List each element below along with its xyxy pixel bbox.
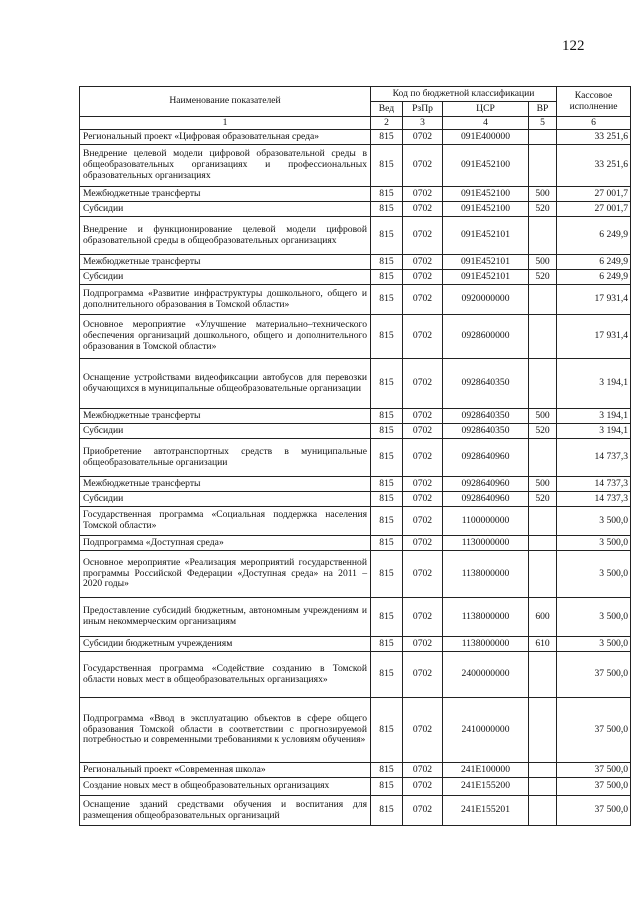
row-vr: 500 [529,409,557,424]
row-csr: 0920000000 [443,285,529,315]
row-amount: 14 737,3 [557,439,631,477]
row-ved: 815 [371,187,403,202]
row-ved: 815 [371,145,403,187]
table-row [80,551,631,598]
row-rzpr: 0702 [403,359,443,409]
row-csr: 1138000000 [443,598,529,637]
row-rzpr: 0702 [403,217,443,255]
header-amount: Кассовое исполнение [557,87,631,117]
row-vr: 500 [529,255,557,270]
row-name: Субсидии [80,270,371,285]
row-name: Внедрение и функционирование целевой модели цифровой образовательной среды в общеобразовательных организациях [80,217,371,255]
row-amount: 17 931,4 [557,285,631,315]
row-ved: 815 [371,439,403,477]
row-name: Государственная программа «Содействие созданию в Томской области новых мест в общеобразовательных организациях» [80,652,371,698]
row-rzpr: 0702 [403,439,443,477]
row-name: Подпрограмма «Доступная среда» [80,536,371,551]
row-rzpr: 0702 [403,637,443,652]
row-name: Оснащение устройствами видеофиксации автобусов для перевозки обучающихся в муниципальные общеобразовательные организации [80,359,371,409]
row-ved: 815 [371,796,403,826]
row-vr [529,145,557,187]
row-ved: 815 [371,424,403,439]
row-vr: 520 [529,202,557,217]
row-csr: 0928640960 [443,439,529,477]
row-ved: 815 [371,551,403,598]
table-body [80,130,631,826]
header-csr: ЦСР [443,102,529,117]
row-csr: 1100000000 [443,507,529,536]
row-amount: 3 500,0 [557,507,631,536]
table-row [80,598,631,637]
row-amount: 6 249,9 [557,255,631,270]
page-number: 122 [562,38,585,54]
row-rzpr: 0702 [403,652,443,698]
header-ved: Вед [371,102,403,117]
row-vr [529,315,557,359]
row-amount: 37 500,0 [557,698,631,763]
row-name: Межбюджетные трансферты [80,409,371,424]
row-vr [529,439,557,477]
row-name: Подпрограмма «Развитие инфраструктуры дошкольного, общего и дополнительного образования в Томской области» [80,285,371,315]
row-rzpr: 0702 [403,145,443,187]
row-ved: 815 [371,285,403,315]
row-amount: 3 500,0 [557,551,631,598]
table-row [80,424,631,439]
row-name: Приобретение автотранспортных средств в муниципальные общеобразовательные организации [80,439,371,477]
row-vr: 520 [529,492,557,507]
table-row [80,217,631,255]
row-ved: 815 [371,778,403,796]
row-amount: 17 931,4 [557,315,631,359]
table-row [80,477,631,492]
row-name: Предоставление субсидий бюджетным, автономным учреждениям и иным некоммерческим организациям [80,598,371,637]
row-vr [529,698,557,763]
row-rzpr: 0702 [403,202,443,217]
row-amount: 33 251,6 [557,130,631,145]
row-csr: 1130000000 [443,536,529,551]
row-ved: 815 [371,315,403,359]
row-csr: 091E452101 [443,217,529,255]
row-ved: 815 [371,217,403,255]
header-name: Наименование показателей [80,87,371,117]
row-csr: 241E155201 [443,796,529,826]
row-csr: 091E452100 [443,145,529,187]
row-rzpr: 0702 [403,187,443,202]
row-rzpr: 0702 [403,507,443,536]
row-rzpr: 0702 [403,409,443,424]
row-rzpr: 0702 [403,536,443,551]
row-ved: 815 [371,598,403,637]
row-csr: 2410000000 [443,698,529,763]
table-row [80,202,631,217]
row-vr [529,652,557,698]
table-row [80,637,631,652]
row-amount: 3 500,0 [557,598,631,637]
row-rzpr: 0702 [403,492,443,507]
row-ved: 815 [371,652,403,698]
row-name: Внедрение целевой модели цифровой образовательной среды в общеобразовательных организациях и профессиональных образовательных организациях [80,145,371,187]
row-rzpr: 0702 [403,778,443,796]
table-row [80,492,631,507]
table-row [80,439,631,477]
table-row [80,270,631,285]
col-number: 6 [557,117,631,130]
row-vr: 520 [529,270,557,285]
table-row [80,187,631,202]
row-name: Субсидии [80,202,371,217]
row-csr: 091E452100 [443,187,529,202]
row-rzpr: 0702 [403,698,443,763]
table-row [80,255,631,270]
table-row [80,145,631,187]
table-row [80,409,631,424]
row-amount: 37 500,0 [557,796,631,826]
row-name: Создание новых мест в общеобразовательных организациях [80,778,371,796]
row-vr: 610 [529,637,557,652]
row-name: Основное мероприятие «Реализация мероприятий государственной программы Российской Федерации «Доступная среда» на 2011 – 2020 годы» [80,551,371,598]
row-csr: 1138000000 [443,551,529,598]
row-vr [529,130,557,145]
row-ved: 815 [371,359,403,409]
row-rzpr: 0702 [403,551,443,598]
row-amount: 3 194,1 [557,409,631,424]
row-vr [529,763,557,778]
row-name: Основное мероприятие «Улучшение материально–технического обеспечения организаций дошкольного, общего и дополнительного образования в Томской области» [80,315,371,359]
row-ved: 815 [371,409,403,424]
row-amount: 14 737,3 [557,477,631,492]
row-amount: 3 194,1 [557,424,631,439]
table-row [80,763,631,778]
row-name: Субсидии [80,424,371,439]
table-row [80,285,631,315]
row-amount: 6 249,9 [557,270,631,285]
row-rzpr: 0702 [403,315,443,359]
row-vr [529,778,557,796]
col-number: 4 [443,117,529,130]
row-csr: 0928640960 [443,477,529,492]
row-csr: 0928600000 [443,315,529,359]
row-ved: 815 [371,536,403,551]
row-vr [529,796,557,826]
row-csr: 2400000000 [443,652,529,698]
row-vr: 600 [529,598,557,637]
row-csr: 0928640350 [443,359,529,409]
row-vr [529,507,557,536]
row-ved: 815 [371,255,403,270]
header-vr: ВР [529,102,557,117]
row-ved: 815 [371,477,403,492]
row-vr [529,285,557,315]
row-amount: 27 001,7 [557,187,631,202]
row-csr: 241E100000 [443,763,529,778]
table-row [80,536,631,551]
row-ved: 815 [371,130,403,145]
row-name: Оснащение зданий средствами обучения и воспитания для размещения общеобразовательных организаций [80,796,371,826]
row-csr: 091E452100 [443,202,529,217]
row-amount: 37 500,0 [557,763,631,778]
row-amount: 27 001,7 [557,202,631,217]
table-row [80,359,631,409]
row-csr: 091E400000 [443,130,529,145]
row-amount: 3 500,0 [557,637,631,652]
table-header [80,87,631,130]
row-name: Региональный проект «Современная школа» [80,763,371,778]
table-row [80,698,631,763]
row-vr [529,217,557,255]
row-csr: 241E155200 [443,778,529,796]
row-csr: 0928640960 [443,492,529,507]
row-ved: 815 [371,270,403,285]
table-row [80,315,631,359]
row-ved: 815 [371,492,403,507]
row-name: Государственная программа «Социальная поддержка населения Томской области» [80,507,371,536]
row-rzpr: 0702 [403,255,443,270]
col-number: 2 [371,117,403,130]
header-code-group: Код по бюджетной классификации [371,87,557,102]
row-rzpr: 0702 [403,270,443,285]
row-name: Подпрограмма «Ввод в эксплуатацию объектов в сфере общего образования Томской области в соответствии с прогнозируемой потребностью и современными требованиями к условиям обучения» [80,698,371,763]
row-ved: 815 [371,763,403,778]
row-csr: 1138000000 [443,637,529,652]
row-csr: 0928640350 [443,409,529,424]
row-amount: 3 194,1 [557,359,631,409]
row-ved: 815 [371,637,403,652]
table-row [80,130,631,145]
row-vr [529,536,557,551]
row-vr [529,359,557,409]
row-amount: 3 500,0 [557,536,631,551]
row-rzpr: 0702 [403,130,443,145]
row-amount: 14 737,3 [557,492,631,507]
row-vr: 500 [529,187,557,202]
column-number-row [80,117,631,130]
table-row [80,796,631,826]
row-rzpr: 0702 [403,763,443,778]
table-row [80,778,631,796]
col-number: 1 [80,117,371,130]
row-vr: 520 [529,424,557,439]
header-rzpr: РзПр [403,102,443,117]
row-vr: 500 [529,477,557,492]
col-number: 5 [529,117,557,130]
row-name: Межбюджетные трансферты [80,187,371,202]
row-amount: 37 500,0 [557,778,631,796]
col-number: 3 [403,117,443,130]
row-name: Субсидии [80,492,371,507]
row-csr: 0928640350 [443,424,529,439]
table-row [80,652,631,698]
table-row [80,507,631,536]
row-amount: 6 249,9 [557,217,631,255]
row-csr: 091E452101 [443,255,529,270]
row-name: Региональный проект «Цифровая образовательная среда» [80,130,371,145]
row-amount: 33 251,6 [557,145,631,187]
row-name: Межбюджетные трансферты [80,477,371,492]
row-vr [529,551,557,598]
row-rzpr: 0702 [403,796,443,826]
row-ved: 815 [371,507,403,536]
row-csr: 091E452101 [443,270,529,285]
budget-table [79,86,631,826]
row-ved: 815 [371,202,403,217]
row-rzpr: 0702 [403,424,443,439]
row-rzpr: 0702 [403,598,443,637]
row-rzpr: 0702 [403,285,443,315]
row-rzpr: 0702 [403,477,443,492]
row-amount: 37 500,0 [557,652,631,698]
row-ved: 815 [371,698,403,763]
row-name: Субсидии бюджетным учреждениям [80,637,371,652]
row-name: Межбюджетные трансферты [80,255,371,270]
